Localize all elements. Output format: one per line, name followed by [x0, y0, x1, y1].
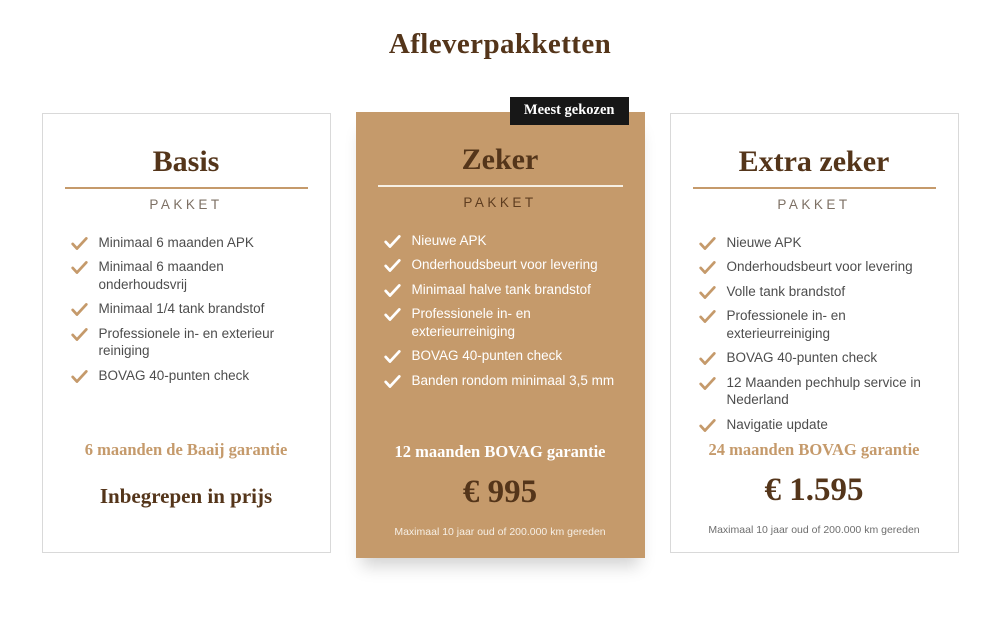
feature-text: Banden rondom minimaal 3,5 mm	[411, 372, 615, 388]
feature-item	[384, 305, 631, 340]
package-title: Basis	[152, 145, 220, 178]
feature-item	[384, 372, 631, 390]
feature-text: Minimaal 6 maanden onderhoudsvrij	[98, 259, 224, 292]
check-icon	[71, 260, 88, 275]
check-icon	[699, 285, 716, 300]
feature-item	[699, 307, 944, 342]
package-card-basis	[42, 113, 331, 553]
feature-text: Onderhoudsbeurt voor levering	[411, 257, 598, 273]
check-icon	[71, 236, 88, 251]
package-subtitle: PAKKET	[463, 194, 537, 210]
feature-text: Professionele in- en exterieurreiniging	[411, 306, 531, 339]
feature-item	[71, 258, 316, 293]
feature-text: Minimaal 1/4 tank brandstof	[98, 301, 265, 317]
feature-item	[699, 416, 944, 434]
package-card-zeker	[356, 102, 645, 558]
feature-text: Professionele in- en exterieurreiniging	[726, 308, 846, 341]
age-mileage-note: Maximaal 10 jaar oud of 200.000 km gereden	[394, 526, 606, 538]
title-underline	[378, 185, 623, 187]
feature-item	[384, 347, 631, 365]
card-bottom	[43, 440, 330, 508]
feature-text: Navigatie update	[726, 416, 828, 432]
card-bottom	[671, 440, 958, 536]
title-underline	[65, 187, 308, 189]
guarantee-text: 12 maanden BOVAG garantie	[394, 442, 606, 462]
check-icon	[699, 351, 716, 366]
check-icon	[699, 376, 716, 391]
afleverpakketten-page	[0, 28, 1000, 558]
feature-item	[71, 234, 316, 252]
feature-text: Nieuwe APK	[411, 232, 487, 248]
feature-list	[671, 234, 958, 441]
feature-text: BOVAG 40-punten check	[411, 348, 563, 364]
feature-text: Professionele in- en exterieur reiniging	[98, 325, 275, 359]
check-icon	[384, 258, 401, 273]
package-card-extra-zeker	[670, 113, 959, 553]
price-text: € 995	[462, 474, 538, 511]
package-subtitle: PAKKET	[777, 196, 851, 212]
feature-item	[384, 256, 631, 274]
feature-text: Minimaal 6 maanden APK	[98, 234, 254, 250]
feature-text: 12 Maanden pechhulp service in Nederland	[726, 374, 921, 408]
package-subtitle: PAKKET	[149, 196, 223, 212]
check-icon	[384, 283, 401, 298]
check-icon	[384, 374, 401, 389]
feature-item	[71, 325, 316, 360]
check-icon	[699, 309, 716, 324]
feature-text: Minimaal halve tank brandstof	[411, 281, 591, 297]
feature-item	[71, 300, 316, 318]
check-icon	[71, 302, 88, 317]
feature-text: BOVAG 40-punten check	[726, 350, 878, 366]
check-icon	[71, 369, 88, 384]
feature-text: Nieuwe APK	[726, 234, 802, 250]
feature-item	[699, 258, 944, 276]
check-icon	[71, 327, 88, 342]
package-cards-row	[0, 102, 1000, 558]
feature-item	[71, 367, 316, 385]
feature-item	[699, 374, 944, 409]
most-chosen-badge: Meest gekozen	[510, 97, 629, 125]
check-icon	[699, 418, 716, 433]
price-text: Inbegrepen in prijs	[99, 483, 273, 508]
package-title: Zeker	[461, 143, 539, 176]
feature-item	[384, 281, 631, 299]
feature-item	[384, 232, 631, 250]
page-title: Afleverpakketten	[388, 28, 612, 60]
guarantee-text: 6 maanden de Baaij garantie	[84, 439, 288, 459]
check-icon	[699, 236, 716, 251]
feature-list	[356, 232, 645, 397]
check-icon	[384, 349, 401, 364]
feature-text: BOVAG 40-punten check	[98, 367, 250, 383]
check-icon	[384, 307, 401, 322]
feature-item	[699, 349, 944, 367]
feature-text: Onderhoudsbeurt voor levering	[726, 259, 913, 275]
guarantee-text: 24 maanden BOVAG garantie	[708, 440, 920, 460]
age-mileage-note: Maximaal 10 jaar oud of 200.000 km gereden	[708, 524, 920, 537]
title-underline	[693, 187, 936, 189]
check-icon	[699, 260, 716, 275]
price-text: € 1.595	[764, 472, 864, 509]
card-bottom	[356, 442, 645, 538]
package-title: Extra zeker	[738, 145, 890, 178]
feature-text: Volle tank brandstof	[726, 283, 846, 299]
check-icon	[384, 234, 401, 249]
feature-item	[699, 283, 944, 301]
feature-list	[43, 234, 330, 392]
feature-item	[699, 234, 944, 252]
